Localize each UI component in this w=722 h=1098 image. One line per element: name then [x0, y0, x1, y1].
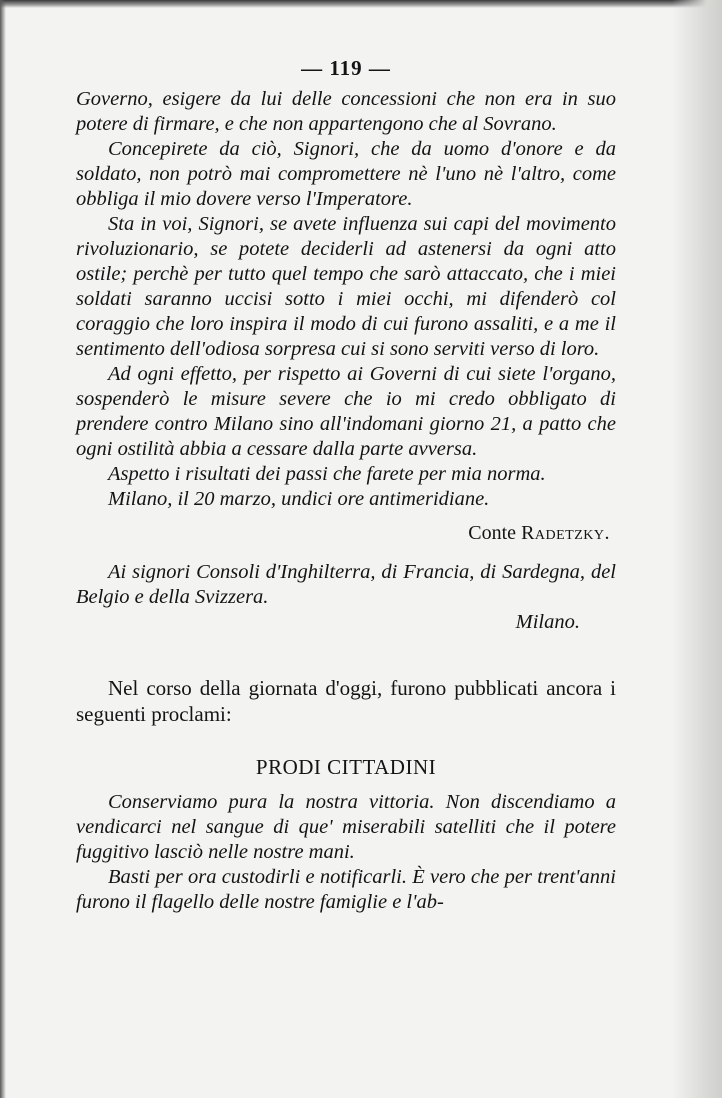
page-left-edge	[0, 0, 6, 1098]
letter-paragraph: Governo, esigere da lui delle concessioni che non era in suo potere di firmare, e che non appartengono che al Sovrano.	[76, 88, 616, 135]
page-number: — 119 —	[301, 56, 391, 80]
letter-address: Ai signori Consoli d'Inghilterra, di Francia, di Sardegna, del Belgio e della Svizzera.	[76, 561, 616, 608]
proclamation-paragraph: Conserviamo pura la nostra vittoria. Non discendiamo a vendicarci nel sangue di que' miserabili satelliti che il potere fuggitivo lasciò nelle nostre mani.	[76, 791, 616, 863]
page-text	[76, 56, 616, 915]
signature-prefix: Conte	[468, 522, 517, 544]
signature-name: Radetzky.	[521, 522, 610, 544]
address-place: Milano.	[515, 611, 580, 633]
signature	[76, 520, 610, 546]
page-right-shadow	[672, 0, 722, 1098]
letter-paragraph: Aspetto i risultati dei passi che farete per mia norma.	[108, 463, 546, 485]
letter-paragraph: Ad ogni effetto, per rispetto ai Governi di cui siete l'organo, sospenderò le misure severe che io mi credo obbligato di prendere contro Milano sino all'indomani giorno 21, a patto che ogni ostilità abbia a cessare dalla parte avversa.	[76, 363, 616, 460]
narrative-paragraph: Nel corso della giornata d'oggi, furono pubblicati ancora i seguenti proclami:	[76, 676, 616, 726]
proclamation-paragraph: Basti per ora custodirli e notificarli. È vero che per trent'anni furono il flagello delle nostre famiglie e l'ab-	[76, 866, 616, 913]
dateline: Milano, il 20 marzo, undici ore antimeridiane.	[108, 488, 490, 510]
proclamation-title: PRODI CITTADINI	[255, 755, 437, 779]
page-top-edge	[0, 0, 722, 8]
letter-paragraph: Sta in voi, Signori, se avete influenza sui capi del movimento rivoluzionario, se potete deciderli ad astenersi da ogni atto ostile; perchè per tutto quel tempo che sarò attaccato, che i miei soldati saranno uccisi sotto i miei occhi, mi difenderò col coraggio che loro inspira il modo di cui furono assaliti, e a me il sentimento dell'odiosa sorpresa cui si sono serviti verso di loro.	[76, 213, 616, 360]
letter-paragraph: Concepirete da ciò, Signori, che da uomo d'onore e da soldato, non potrò mai compromettere nè l'uno nè l'altro, come obbliga il mio dovere verso l'Imperatore.	[76, 138, 616, 210]
